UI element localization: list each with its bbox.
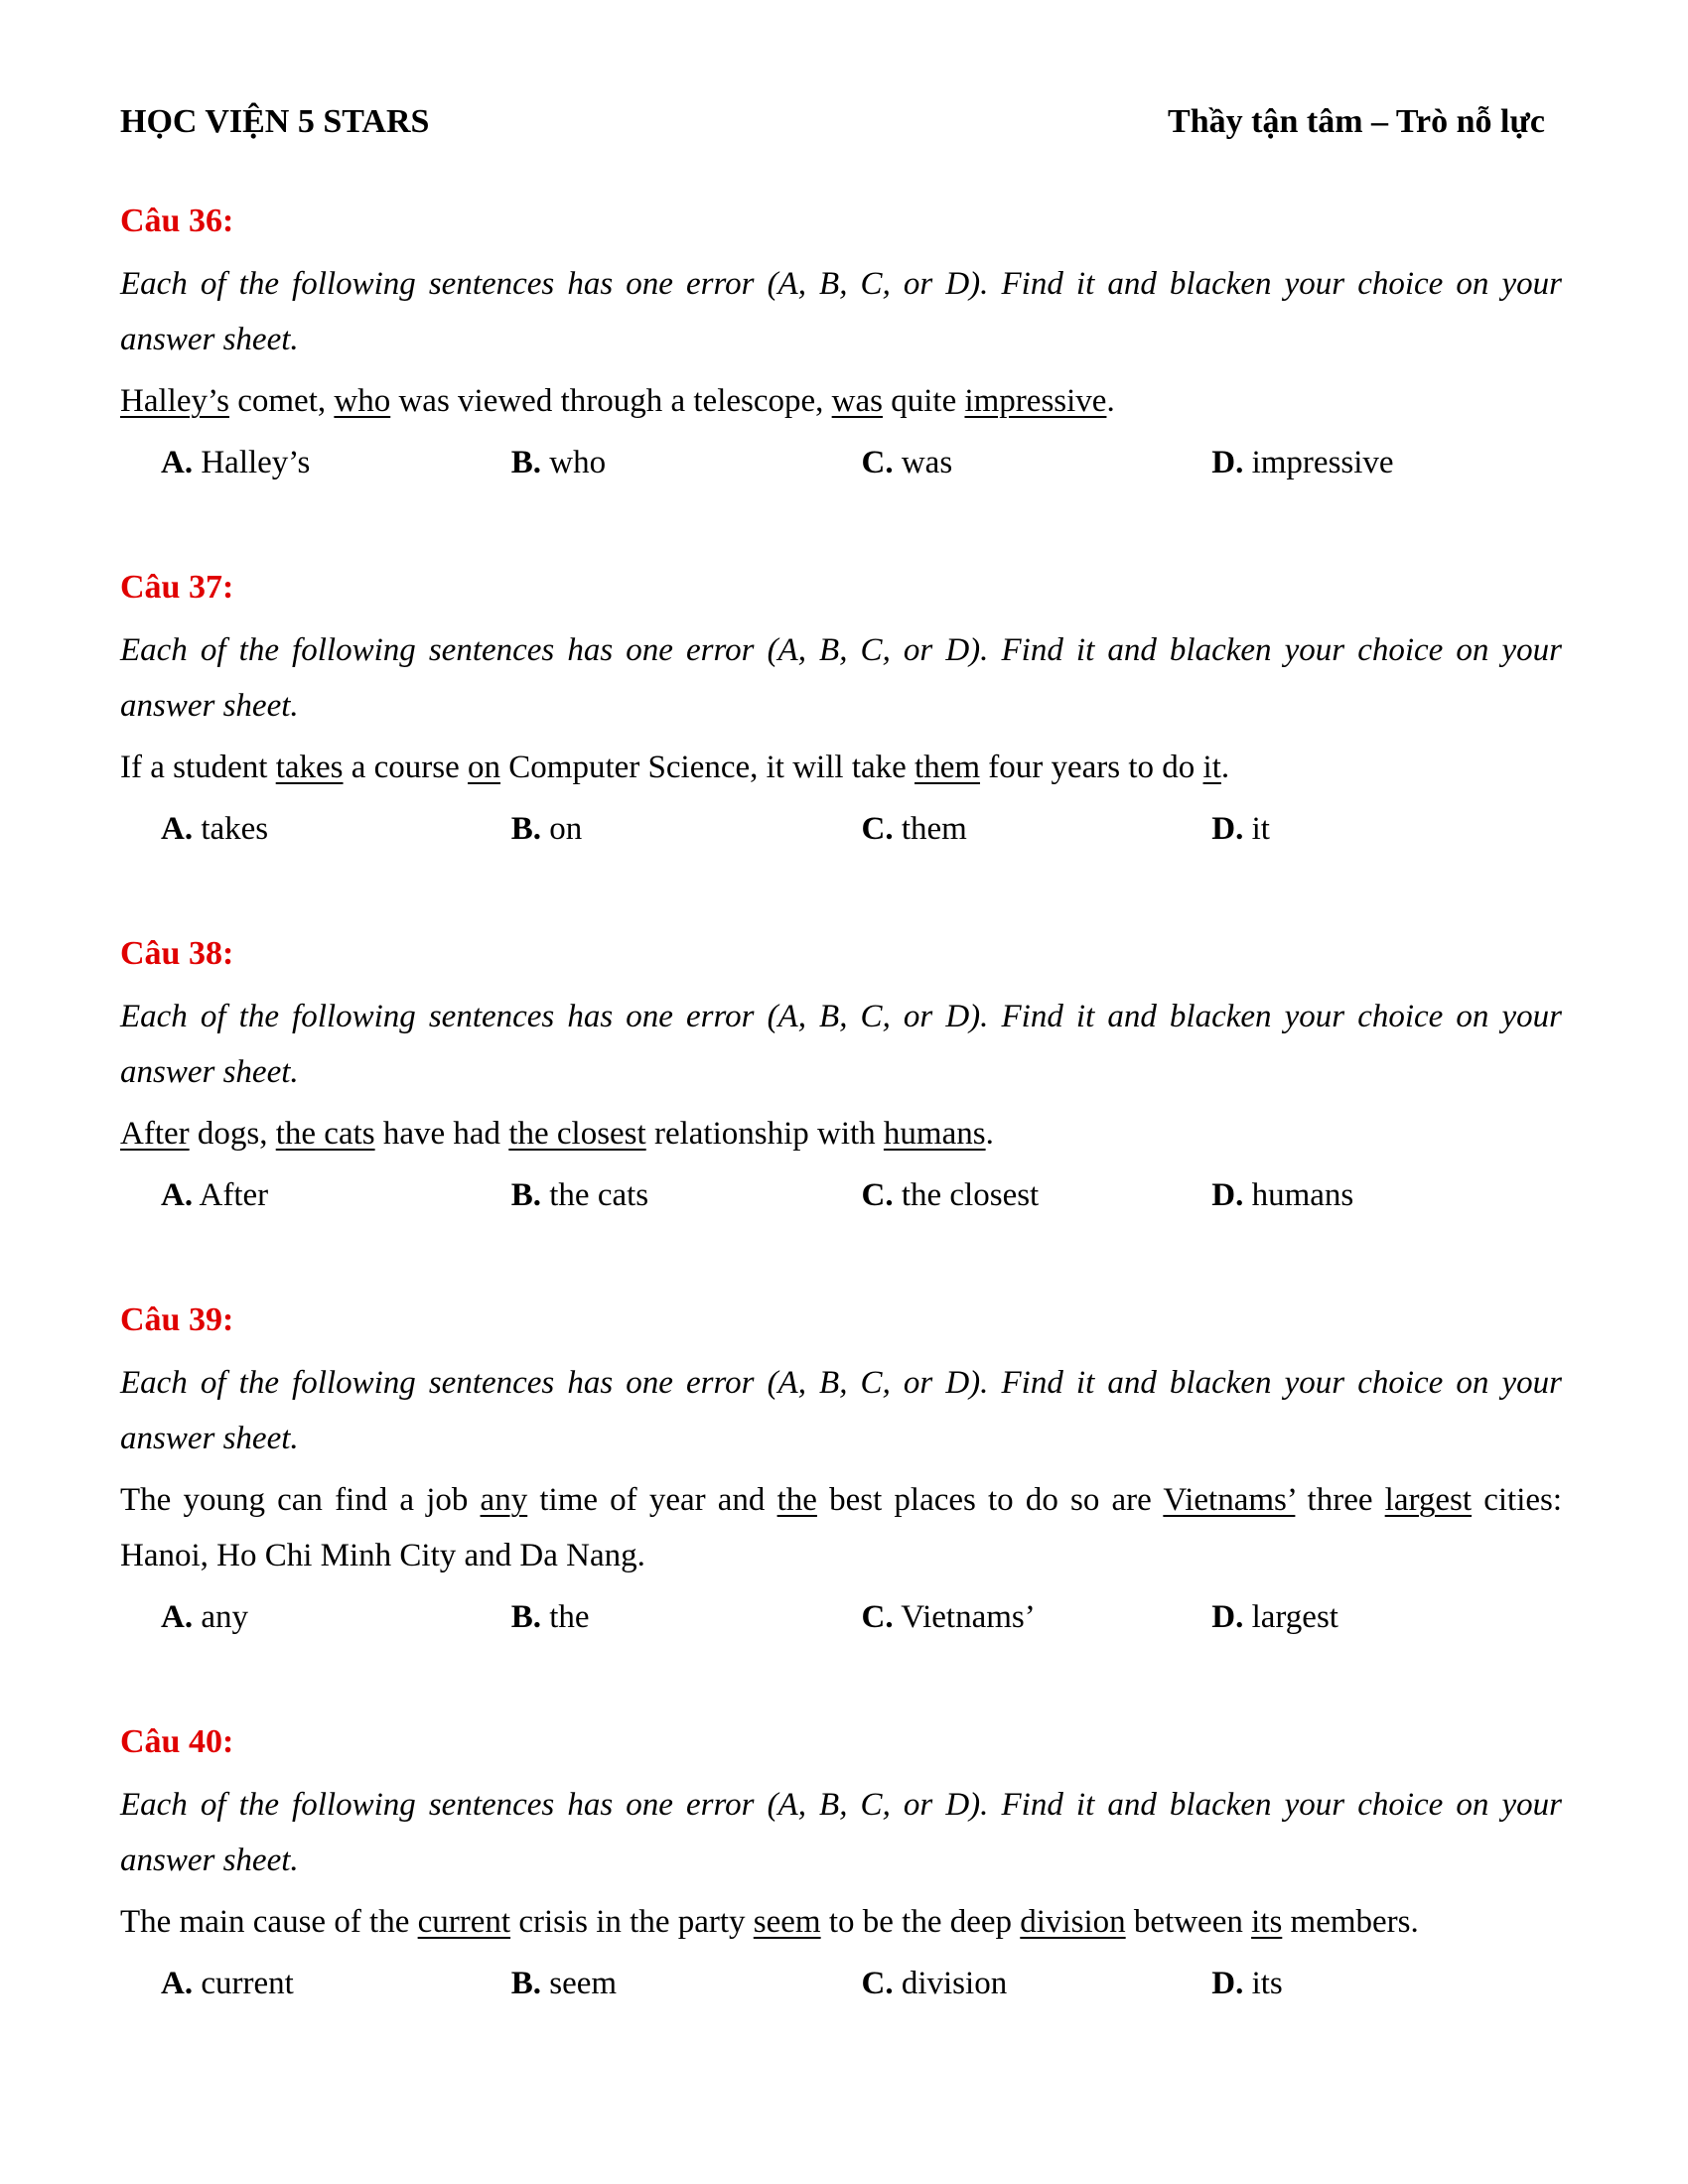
question-title: Câu 38: <box>120 935 234 972</box>
question-instruction: Each of the following sentences has one error (A, B, C, or D). Find it and blacken your choice on your answer sheet. <box>120 632 1562 724</box>
option-text: Vietnams’ <box>901 1599 1036 1635</box>
option-text: largest <box>1251 1599 1338 1635</box>
underlined-segment: it <box>1202 750 1221 785</box>
underlined-segment: Vietnams’ <box>1163 1482 1296 1518</box>
sentence-segment: cities: Hanoi, Ho Chi Minh City and Da Nang. <box>120 1482 1563 1573</box>
underlined-segment: After <box>120 1116 190 1152</box>
option-letter: A. <box>161 445 194 480</box>
option-letter: A. <box>161 1599 194 1635</box>
sentence-segment: time of year and <box>527 1482 777 1518</box>
answer-options <box>120 1956 1562 2011</box>
sentence-segment: between <box>1125 1904 1252 1940</box>
option-letter: C. <box>861 1599 894 1635</box>
option-letter: D. <box>1211 1966 1244 2001</box>
question-instruction: Each of the following sentences has one error (A, B, C, or D). Find it and blacken your choice on your answer sheet. <box>120 1787 1562 1878</box>
question-block <box>120 1721 1562 2011</box>
answer-option[interactable] <box>161 1167 511 1223</box>
answer-option[interactable] <box>862 801 1212 857</box>
underlined-segment: them <box>914 750 981 785</box>
option-letter: C. <box>861 1177 894 1213</box>
question-title: Câu 39: <box>120 1301 234 1338</box>
sentence-segment: a course <box>343 750 469 785</box>
underlined-segment: was <box>831 383 883 419</box>
underlined-segment: any <box>480 1482 528 1518</box>
option-text: takes <box>201 811 269 847</box>
option-text: current <box>201 1966 294 2001</box>
underlined-segment: humans <box>883 1116 986 1152</box>
question-sentence <box>120 740 1562 795</box>
question-block <box>120 933 1562 1223</box>
option-letter: C. <box>861 811 894 847</box>
option-letter: B. <box>510 811 542 847</box>
header-left-title: HỌC VIỆN 5 STARS <box>120 103 430 140</box>
question-sentence <box>120 1894 1562 1950</box>
answer-option[interactable] <box>862 435 1212 490</box>
answer-option[interactable] <box>862 1167 1212 1223</box>
option-text: was <box>901 445 953 480</box>
answer-option[interactable] <box>1211 1167 1562 1223</box>
sentence-segment: The young can find a job <box>120 1482 481 1518</box>
sentence-segment: crisis in the party <box>510 1904 754 1940</box>
answer-option[interactable] <box>161 1589 511 1645</box>
answer-option[interactable] <box>511 1956 862 2011</box>
option-text: the cats <box>549 1177 649 1213</box>
sentence-segment: best places to do so are <box>816 1482 1164 1518</box>
sentence-segment: three <box>1295 1482 1385 1518</box>
underlined-segment: the <box>776 1482 817 1518</box>
underlined-segment: impressive <box>964 383 1107 419</box>
option-text: any <box>201 1599 248 1635</box>
option-letter: D. <box>1211 445 1244 480</box>
question-block <box>120 567 1562 857</box>
option-letter: D. <box>1211 1599 1244 1635</box>
option-text: After <box>199 1177 269 1213</box>
option-letter: B. <box>510 445 542 480</box>
answer-option[interactable] <box>511 1589 862 1645</box>
sentence-segment: . <box>1220 750 1230 785</box>
option-text: on <box>549 811 583 847</box>
option-letter: A. <box>161 1177 194 1213</box>
option-letter: D. <box>1211 811 1244 847</box>
underlined-segment: current <box>417 1904 511 1940</box>
option-text: humans <box>1251 1177 1354 1213</box>
option-letter: C. <box>861 1966 894 2001</box>
option-letter: A. <box>161 811 194 847</box>
question-title: Câu 40: <box>120 1723 234 1760</box>
header-right-slogan: Thầy tận tâm – Trò nỗ lực <box>1168 103 1545 140</box>
question-title: Câu 36: <box>120 203 234 239</box>
answer-option[interactable] <box>862 1589 1212 1645</box>
answer-option[interactable] <box>1211 435 1562 490</box>
underlined-segment: division <box>1020 1904 1126 1940</box>
option-letter: C. <box>861 445 894 480</box>
underlined-segment: takes <box>275 750 344 785</box>
question-instruction: Each of the following sentences has one error (A, B, C, or D). Find it and blacken your choice on your answer sheet. <box>120 1365 1562 1456</box>
question-title: Câu 37: <box>120 569 234 606</box>
sentence-segment: If a student <box>120 750 276 785</box>
option-letter: A. <box>161 1966 194 2001</box>
sentence-segment: dogs, <box>189 1116 276 1152</box>
option-text: it <box>1251 811 1270 847</box>
answer-option[interactable] <box>1211 1956 1562 2011</box>
underlined-segment: on <box>468 750 501 785</box>
underlined-segment: seem <box>753 1904 821 1940</box>
sentence-segment: . <box>1106 383 1115 419</box>
underlined-segment: who <box>334 383 391 419</box>
option-letter: D. <box>1211 1177 1244 1213</box>
answer-option[interactable] <box>1211 801 1562 857</box>
sentence-segment: The main cause of the <box>120 1904 418 1940</box>
sentence-segment: members. <box>1282 1904 1419 1940</box>
underlined-segment: the closest <box>508 1116 646 1152</box>
sentence-segment: quite <box>882 383 965 419</box>
option-text: Halley’s <box>201 445 311 480</box>
sentence-segment: was viewed through a telescope, <box>390 383 832 419</box>
answer-option[interactable] <box>161 801 511 857</box>
answer-option[interactable] <box>511 801 862 857</box>
option-text: them <box>901 811 967 847</box>
sentence-segment: four years to do <box>980 750 1203 785</box>
option-text: its <box>1251 1966 1283 2001</box>
question-sentence <box>120 1472 1562 1583</box>
answer-option[interactable] <box>161 1956 511 2011</box>
sentence-segment: . <box>985 1116 994 1152</box>
answer-option[interactable] <box>1211 1589 1562 1645</box>
page-header <box>120 103 1551 141</box>
answer-options <box>120 1167 1562 1223</box>
answer-option[interactable] <box>862 1956 1212 2011</box>
option-text: impressive <box>1251 445 1394 480</box>
question-block <box>120 1299 1562 1645</box>
question-instruction: Each of the following sentences has one error (A, B, C, or D). Find it and blacken your choice on your answer sheet. <box>120 999 1562 1090</box>
option-letter: B. <box>510 1177 542 1213</box>
sentence-segment: relationship with <box>645 1116 884 1152</box>
option-text: seem <box>549 1966 618 2001</box>
question-instruction: Each of the following sentences has one error (A, B, C, or D). Find it and blacken your choice on your answer sheet. <box>120 266 1562 357</box>
answer-option[interactable] <box>511 435 862 490</box>
underlined-segment: largest <box>1384 1482 1473 1518</box>
answer-options <box>120 1589 1562 1645</box>
question-sentence <box>120 1106 1562 1161</box>
sentence-segment: have had <box>374 1116 509 1152</box>
question-block <box>120 201 1562 490</box>
answer-option[interactable] <box>161 435 511 490</box>
option-text: who <box>549 445 607 480</box>
answer-options <box>120 801 1562 857</box>
answer-option[interactable] <box>511 1167 862 1223</box>
option-letter: B. <box>510 1599 542 1635</box>
question-sentence <box>120 373 1562 429</box>
sentence-segment: Computer Science, it will take <box>500 750 915 785</box>
answer-options <box>120 435 1562 490</box>
option-letter: B. <box>510 1966 542 2001</box>
underlined-segment: Halley’s <box>120 383 229 419</box>
underlined-segment: its <box>1251 1904 1283 1940</box>
option-text: division <box>901 1966 1008 2001</box>
option-text: the closest <box>901 1177 1040 1213</box>
underlined-segment: the cats <box>275 1116 375 1152</box>
sentence-segment: to be the deep <box>820 1904 1021 1940</box>
sentence-segment: comet, <box>228 383 335 419</box>
option-text: the <box>549 1599 590 1635</box>
